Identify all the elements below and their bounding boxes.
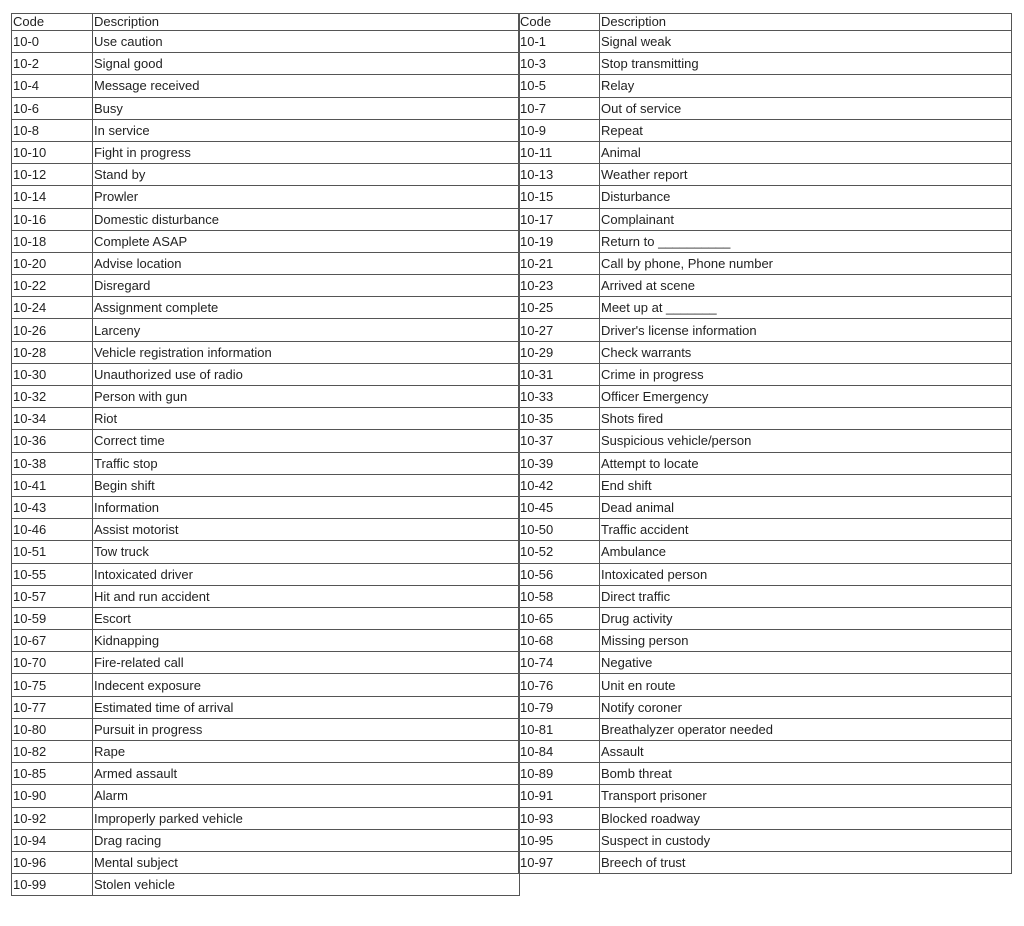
table-row (12, 141, 520, 163)
description-cell: Out of service (600, 97, 1012, 119)
code-cell: 10-35 (519, 408, 600, 430)
code-cell: 10-22 (12, 275, 93, 297)
table-row (519, 541, 1012, 563)
description-cell: Stand by (93, 164, 520, 186)
code-cell: 10-10 (12, 141, 93, 163)
table-row (519, 31, 1012, 53)
code-cell: 10-17 (519, 208, 600, 230)
table-row (12, 319, 520, 341)
code-cell: 10-46 (12, 519, 93, 541)
description-cell: Ambulance (600, 541, 1012, 563)
column-header-description: Description (93, 14, 520, 31)
table-row (12, 53, 520, 75)
table-row (12, 164, 520, 186)
table-row (519, 319, 1012, 341)
description-cell: Mental subject (93, 851, 520, 873)
code-cell: 10-99 (12, 874, 93, 896)
table-row (12, 452, 520, 474)
code-cell: 10-95 (519, 829, 600, 851)
table-row (519, 563, 1012, 585)
description-cell: Assault (600, 741, 1012, 763)
table-row (12, 31, 520, 53)
description-cell: Drag racing (93, 829, 520, 851)
table-row (12, 75, 520, 97)
description-cell: Suspicious vehicle/person (600, 430, 1012, 452)
description-cell: In service (93, 119, 520, 141)
description-cell: Animal (600, 141, 1012, 163)
table-row (519, 851, 1012, 873)
table-row (12, 874, 520, 896)
description-cell: Unauthorized use of radio (93, 363, 520, 385)
description-cell: Rape (93, 741, 520, 763)
table-row (12, 430, 520, 452)
description-cell: Dead animal (600, 496, 1012, 518)
table-row (12, 807, 520, 829)
description-cell: Assist motorist (93, 519, 520, 541)
description-cell: Signal weak (600, 31, 1012, 53)
table-row (519, 252, 1012, 274)
description-cell: Hit and run accident (93, 585, 520, 607)
description-cell: Notify coroner (600, 696, 1012, 718)
code-cell: 10-14 (12, 186, 93, 208)
table-row (12, 408, 520, 430)
code-cell: 10-21 (519, 252, 600, 274)
description-cell: Complainant (600, 208, 1012, 230)
table-row (519, 519, 1012, 541)
description-cell: Intoxicated driver (93, 563, 520, 585)
table-row (12, 829, 520, 851)
code-cell: 10-81 (519, 718, 600, 740)
table-row (12, 119, 520, 141)
description-cell: Attempt to locate (600, 452, 1012, 474)
code-cell: 10-79 (519, 696, 600, 718)
code-cell: 10-16 (12, 208, 93, 230)
table-row (12, 563, 520, 585)
table-row (519, 186, 1012, 208)
code-cell: 10-43 (12, 496, 93, 518)
table-row (519, 474, 1012, 496)
description-cell: Signal good (93, 53, 520, 75)
table-row (12, 341, 520, 363)
code-cell: 10-34 (12, 408, 93, 430)
description-cell: Estimated time of arrival (93, 696, 520, 718)
code-cell: 10-15 (519, 186, 600, 208)
code-cell: 10-31 (519, 363, 600, 385)
table-row (12, 97, 520, 119)
description-cell: Officer Emergency (600, 386, 1012, 408)
table-row (519, 119, 1012, 141)
description-cell: Meet up at _______ (600, 297, 1012, 319)
description-cell: Driver's license information (600, 319, 1012, 341)
header-row (12, 14, 520, 31)
code-cell: 10-91 (519, 785, 600, 807)
description-cell: Weather report (600, 164, 1012, 186)
table-row (12, 741, 520, 763)
code-cell: 10-27 (519, 319, 600, 341)
description-cell: Drug activity (600, 607, 1012, 629)
code-cell: 10-30 (12, 363, 93, 385)
code-cell: 10-41 (12, 474, 93, 496)
table-row (519, 496, 1012, 518)
code-cell: 10-29 (519, 341, 600, 363)
code-cell: 10-25 (519, 297, 600, 319)
description-cell: Armed assault (93, 763, 520, 785)
table-row (519, 696, 1012, 718)
code-cell: 10-84 (519, 741, 600, 763)
code-cell: 10-32 (12, 386, 93, 408)
code-cell: 10-93 (519, 807, 600, 829)
codes-table-left (11, 13, 520, 896)
code-cell: 10-52 (519, 541, 600, 563)
table-row (12, 607, 520, 629)
description-cell: Return to __________ (600, 230, 1012, 252)
code-cell: 10-89 (519, 763, 600, 785)
table-row (519, 452, 1012, 474)
table-row (12, 785, 520, 807)
table-row (519, 785, 1012, 807)
code-cell: 10-80 (12, 718, 93, 740)
description-cell: Disregard (93, 275, 520, 297)
code-cell: 10-33 (519, 386, 600, 408)
table-row (12, 186, 520, 208)
table-row (519, 363, 1012, 385)
code-cell: 10-96 (12, 851, 93, 873)
code-cell: 10-36 (12, 430, 93, 452)
table-row (519, 386, 1012, 408)
table-row (519, 763, 1012, 785)
code-cell: 10-0 (12, 31, 93, 53)
code-cell: 10-51 (12, 541, 93, 563)
table-row (519, 741, 1012, 763)
code-cell: 10-65 (519, 607, 600, 629)
description-cell: End shift (600, 474, 1012, 496)
code-cell: 10-94 (12, 829, 93, 851)
description-cell: Disturbance (600, 186, 1012, 208)
code-cell: 10-13 (519, 164, 600, 186)
description-cell: Bomb threat (600, 763, 1012, 785)
description-cell: Prowler (93, 186, 520, 208)
table-row (519, 630, 1012, 652)
table-row (12, 763, 520, 785)
table-row (12, 674, 520, 696)
table-row (519, 97, 1012, 119)
description-cell: Crime in progress (600, 363, 1012, 385)
description-cell: Tow truck (93, 541, 520, 563)
table-row (12, 275, 520, 297)
code-cell: 10-26 (12, 319, 93, 341)
description-cell: Domestic disturbance (93, 208, 520, 230)
description-cell: Fire-related call (93, 652, 520, 674)
table-row (12, 208, 520, 230)
code-cell: 10-4 (12, 75, 93, 97)
code-cell: 10-38 (12, 452, 93, 474)
description-cell: Fight in progress (93, 141, 520, 163)
description-cell: Check warrants (600, 341, 1012, 363)
code-cell: 10-28 (12, 341, 93, 363)
table-row (519, 297, 1012, 319)
description-cell: Breech of trust (600, 851, 1012, 873)
table-row (12, 496, 520, 518)
description-cell: Arrived at scene (600, 275, 1012, 297)
description-cell: Intoxicated person (600, 563, 1012, 585)
code-cell: 10-3 (519, 53, 600, 75)
table-row (12, 585, 520, 607)
description-cell: Blocked roadway (600, 807, 1012, 829)
description-cell: Advise location (93, 252, 520, 274)
table-row (519, 408, 1012, 430)
description-cell: Indecent exposure (93, 674, 520, 696)
description-cell: Negative (600, 652, 1012, 674)
table-row (519, 718, 1012, 740)
table-row (12, 718, 520, 740)
description-cell: Complete ASAP (93, 230, 520, 252)
description-cell: Larceny (93, 319, 520, 341)
code-cell: 10-20 (12, 252, 93, 274)
description-cell: Person with gun (93, 386, 520, 408)
description-cell: Unit en route (600, 674, 1012, 696)
code-cell: 10-90 (12, 785, 93, 807)
table-row (519, 674, 1012, 696)
column-header-code: Code (12, 14, 93, 31)
table-row (519, 829, 1012, 851)
code-cell: 10-5 (519, 75, 600, 97)
code-cell: 10-24 (12, 297, 93, 319)
code-cell: 10-57 (12, 585, 93, 607)
code-cell: 10-9 (519, 119, 600, 141)
table-row (12, 363, 520, 385)
code-cell: 10-70 (12, 652, 93, 674)
code-cell: 10-2 (12, 53, 93, 75)
code-cell: 10-55 (12, 563, 93, 585)
description-cell: Kidnapping (93, 630, 520, 652)
description-cell: Transport prisoner (600, 785, 1012, 807)
code-cell: 10-8 (12, 119, 93, 141)
header-row (519, 14, 1012, 31)
description-cell: Relay (600, 75, 1012, 97)
table-row (519, 341, 1012, 363)
code-cell: 10-42 (519, 474, 600, 496)
description-cell: Correct time (93, 430, 520, 452)
description-cell: Vehicle registration information (93, 341, 520, 363)
table-row (12, 297, 520, 319)
description-cell: Pursuit in progress (93, 718, 520, 740)
table-row (519, 164, 1012, 186)
table-row (519, 807, 1012, 829)
code-cell: 10-37 (519, 430, 600, 452)
code-cell: 10-19 (519, 230, 600, 252)
code-cell: 10-92 (12, 807, 93, 829)
code-cell: 10-45 (519, 496, 600, 518)
code-cell: 10-18 (12, 230, 93, 252)
table-row (12, 541, 520, 563)
table-row (12, 474, 520, 496)
codes-table-right (518, 13, 1012, 874)
code-cell: 10-59 (12, 607, 93, 629)
table-row (519, 230, 1012, 252)
table-row (519, 275, 1012, 297)
description-cell: Alarm (93, 785, 520, 807)
code-cell: 10-74 (519, 652, 600, 674)
table-row (12, 252, 520, 274)
table-row (519, 430, 1012, 452)
code-cell: 10-23 (519, 275, 600, 297)
code-cell: 10-11 (519, 141, 600, 163)
code-cell: 10-85 (12, 763, 93, 785)
table-row (519, 53, 1012, 75)
code-cell: 10-82 (12, 741, 93, 763)
code-cell: 10-39 (519, 452, 600, 474)
table-row (519, 585, 1012, 607)
description-cell: Use caution (93, 31, 520, 53)
code-cell: 10-50 (519, 519, 600, 541)
code-cell: 10-58 (519, 585, 600, 607)
code-cell: 10-12 (12, 164, 93, 186)
code-cell: 10-56 (519, 563, 600, 585)
description-cell: Repeat (600, 119, 1012, 141)
description-cell: Riot (93, 408, 520, 430)
code-cell: 10-75 (12, 674, 93, 696)
description-cell: Traffic accident (600, 519, 1012, 541)
code-cell: 10-6 (12, 97, 93, 119)
description-cell: Escort (93, 607, 520, 629)
description-cell: Shots fired (600, 408, 1012, 430)
table-row (519, 607, 1012, 629)
description-cell: Call by phone, Phone number (600, 252, 1012, 274)
table-row (519, 141, 1012, 163)
code-cell: 10-67 (12, 630, 93, 652)
table-row (12, 652, 520, 674)
description-cell: Improperly parked vehicle (93, 807, 520, 829)
description-cell: Assignment complete (93, 297, 520, 319)
code-cell: 10-68 (519, 630, 600, 652)
code-cell: 10-97 (519, 851, 600, 873)
table-row (519, 652, 1012, 674)
code-cell: 10-76 (519, 674, 600, 696)
table-row (12, 230, 520, 252)
description-cell: Stolen vehicle (93, 874, 520, 896)
description-cell: Missing person (600, 630, 1012, 652)
description-cell: Information (93, 496, 520, 518)
description-cell: Begin shift (93, 474, 520, 496)
description-cell: Suspect in custody (600, 829, 1012, 851)
description-cell: Busy (93, 97, 520, 119)
code-cell: 10-7 (519, 97, 600, 119)
description-cell: Traffic stop (93, 452, 520, 474)
table-row (12, 630, 520, 652)
code-cell: 10-77 (12, 696, 93, 718)
description-cell: Breathalyzer operator needed (600, 718, 1012, 740)
column-header-description: Description (600, 14, 1012, 31)
description-cell: Stop transmitting (600, 53, 1012, 75)
description-cell: Direct traffic (600, 585, 1012, 607)
description-cell: Message received (93, 75, 520, 97)
table-row (12, 851, 520, 873)
table-row (12, 386, 520, 408)
code-cell: 10-1 (519, 31, 600, 53)
table-row (12, 519, 520, 541)
table-row (519, 208, 1012, 230)
table-row (12, 696, 520, 718)
column-header-code: Code (519, 14, 600, 31)
table-row (519, 75, 1012, 97)
